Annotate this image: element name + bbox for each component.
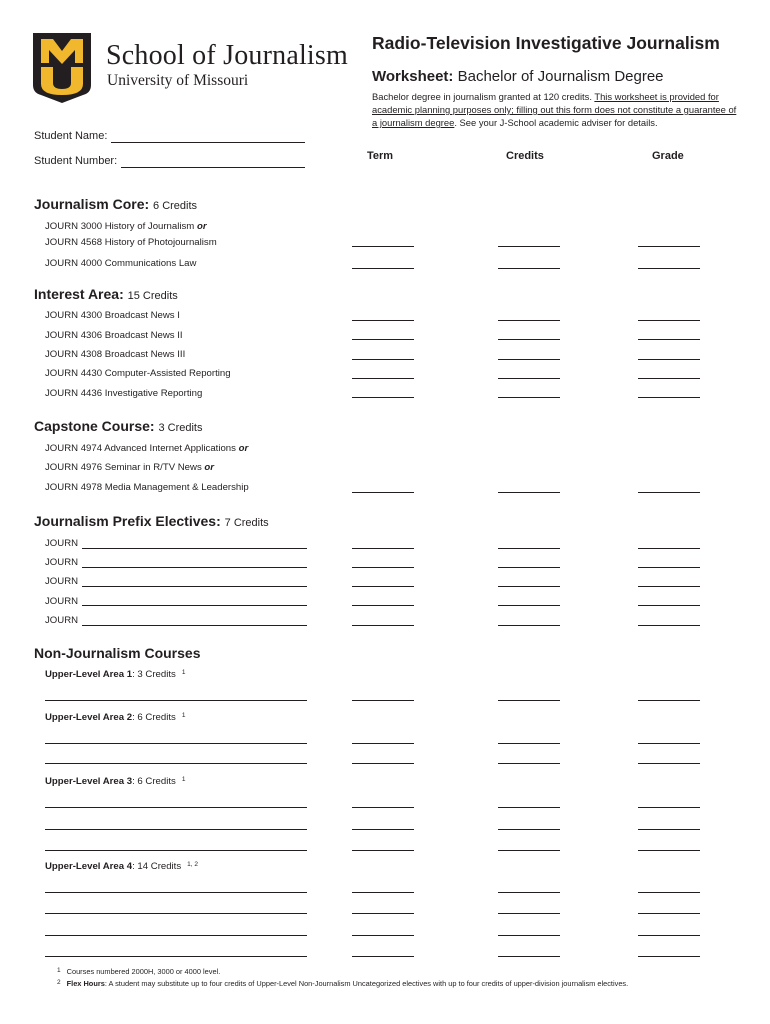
course-item: JOURN 4000 Communications Law xyxy=(45,258,197,269)
worksheet-subtitle: Worksheet: Bachelor of Journalism Degree xyxy=(372,68,664,85)
grade-field[interactable] xyxy=(638,397,700,398)
student-number-field[interactable] xyxy=(121,167,305,168)
term-field[interactable] xyxy=(352,807,414,808)
course-number-field[interactable] xyxy=(82,548,307,549)
term-field[interactable] xyxy=(352,492,414,493)
term-field[interactable] xyxy=(352,625,414,626)
term-field[interactable] xyxy=(352,763,414,764)
course-item: JOURN 4306 Broadcast News II xyxy=(45,330,183,341)
journ-prefix-label: JOURN xyxy=(45,596,79,607)
term-field[interactable] xyxy=(352,743,414,744)
student-name-label: Student Name: xyxy=(34,130,108,142)
credits-field[interactable] xyxy=(498,850,560,851)
credits-field[interactable] xyxy=(498,743,560,744)
term-field[interactable] xyxy=(352,700,414,701)
credits-field[interactable] xyxy=(498,625,560,626)
term-field[interactable] xyxy=(352,850,414,851)
credits-field[interactable] xyxy=(498,320,560,321)
grade-field[interactable] xyxy=(638,850,700,851)
course-name-field[interactable] xyxy=(45,807,307,808)
grade-field[interactable] xyxy=(638,359,700,360)
credits-field[interactable] xyxy=(498,913,560,914)
course-name-field[interactable] xyxy=(45,850,307,851)
term-field[interactable] xyxy=(352,246,414,247)
school-name: School of Journalism xyxy=(106,40,348,71)
grade-field[interactable] xyxy=(638,246,700,247)
credits-field[interactable] xyxy=(498,700,560,701)
course-number-field[interactable] xyxy=(82,586,307,587)
grade-field[interactable] xyxy=(638,763,700,764)
course-name-field[interactable] xyxy=(45,700,307,701)
course-name-field[interactable] xyxy=(45,763,307,764)
grade-field[interactable] xyxy=(638,492,700,493)
term-field[interactable] xyxy=(352,548,414,549)
course-name-field[interactable] xyxy=(45,913,307,914)
journ-prefix-label: JOURN xyxy=(45,557,79,568)
grade-field[interactable] xyxy=(638,700,700,701)
course-number-field[interactable] xyxy=(82,605,307,606)
credits-field[interactable] xyxy=(498,807,560,808)
course-number-field[interactable] xyxy=(82,625,307,626)
course-name-field[interactable] xyxy=(45,743,307,744)
area-2-label: Upper-Level Area 2: 6 Credits $^1$ xyxy=(45,712,186,723)
course-name-field[interactable] xyxy=(45,829,307,830)
grade-field[interactable] xyxy=(638,743,700,744)
grade-field[interactable] xyxy=(638,956,700,957)
grade-field[interactable] xyxy=(638,625,700,626)
grade-field[interactable] xyxy=(638,829,700,830)
term-field[interactable] xyxy=(352,829,414,830)
grade-field[interactable] xyxy=(638,892,700,893)
electives-heading: Journalism Prefix Electives: 7 Credits xyxy=(34,513,269,529)
intro-text: Bachelor degree in journalism granted at 120 credits. This worksheet is provided for academic planning purposes only; filling out this form does not constitute a guarantee of a journalism degree. See your J-School academic adviser for details. xyxy=(372,91,737,128)
journ-prefix-label: JOURN xyxy=(45,615,79,626)
credits-field[interactable] xyxy=(498,605,560,606)
credits-column-header: Credits xyxy=(506,150,544,162)
grade-field[interactable] xyxy=(638,268,700,269)
student-name-field[interactable] xyxy=(111,142,305,143)
course-item: JOURN 4568 History of Photojournalism xyxy=(45,237,217,248)
credits-field[interactable] xyxy=(498,492,560,493)
credits-field[interactable] xyxy=(498,956,560,957)
area-4-label: Upper-Level Area 4: 14 Credits $^{1, 2}$ xyxy=(45,861,198,872)
university-name: University of Missouri xyxy=(107,72,249,89)
credits-field[interactable] xyxy=(498,359,560,360)
area-3-label: Upper-Level Area 3: 6 Credits $^1$ xyxy=(45,776,186,787)
course-item: JOURN 4436 Investigative Reporting xyxy=(45,388,203,399)
course-name-field[interactable] xyxy=(45,956,307,957)
term-column-header: Term xyxy=(367,150,394,162)
grade-field[interactable] xyxy=(638,567,700,568)
term-field[interactable] xyxy=(352,359,414,360)
term-field[interactable] xyxy=(352,956,414,957)
term-field[interactable] xyxy=(352,913,414,914)
term-field[interactable] xyxy=(352,268,414,269)
interest-area-heading: Interest Area: 15 Credits xyxy=(34,286,178,302)
grade-column-header: Grade xyxy=(652,150,684,162)
capstone-heading: Capstone Course: 3 Credits xyxy=(34,418,203,434)
non-journalism-heading: Non-Journalism Courses xyxy=(34,645,201,661)
grade-field[interactable] xyxy=(638,913,700,914)
term-field[interactable] xyxy=(352,397,414,398)
credits-field[interactable] xyxy=(498,548,560,549)
mizzou-logo xyxy=(33,33,91,103)
course-item: JOURN 4308 Broadcast News III xyxy=(45,349,186,360)
term-field[interactable] xyxy=(352,586,414,587)
course-item: JOURN 4974 Advanced Internet Applications or xyxy=(45,443,249,454)
grade-field[interactable] xyxy=(638,605,700,606)
credits-field[interactable] xyxy=(498,339,560,340)
course-item: JOURN 4976 Seminar in R/TV News or xyxy=(45,462,215,473)
grade-field[interactable] xyxy=(638,320,700,321)
credits-field[interactable] xyxy=(498,268,560,269)
journ-prefix-label: JOURN xyxy=(45,576,79,587)
journ-prefix-label: JOURN xyxy=(45,538,79,549)
footnote-1: 1 Courses numbered 2000H, 3000 or 4000 level. xyxy=(57,967,221,976)
footnote-2: 2 Flex Hours: A student may substitute up to four credits of Upper-Level Non-Journalism Uncategorized electives with up to four credits of upper-division journalism electives. xyxy=(57,979,629,988)
credits-field[interactable] xyxy=(498,935,560,936)
course-number-field[interactable] xyxy=(82,567,307,568)
grade-field[interactable] xyxy=(638,935,700,936)
area-1-label: Upper-Level Area 1: 3 Credits $^1$ xyxy=(45,669,186,680)
term-field[interactable] xyxy=(352,935,414,936)
grade-field[interactable] xyxy=(638,339,700,340)
term-field[interactable] xyxy=(352,567,414,568)
course-name-field[interactable] xyxy=(45,892,307,893)
page-title: Radio-Television Investigative Journalism xyxy=(372,33,720,53)
credits-field[interactable] xyxy=(498,397,560,398)
course-item: JOURN 4300 Broadcast News I xyxy=(45,310,180,321)
course-item: JOURN 4978 Media Management & Leadership xyxy=(45,482,249,493)
term-field[interactable] xyxy=(352,320,414,321)
term-field[interactable] xyxy=(352,605,414,606)
course-name-field[interactable] xyxy=(45,935,307,936)
credits-field[interactable] xyxy=(498,246,560,247)
term-field[interactable] xyxy=(352,892,414,893)
term-field[interactable] xyxy=(352,378,414,379)
grade-field[interactable] xyxy=(638,378,700,379)
course-item: JOURN 3000 History of Journalism or xyxy=(45,221,207,232)
credits-field[interactable] xyxy=(498,378,560,379)
credits-field[interactable] xyxy=(498,829,560,830)
student-number-label: Student Number: xyxy=(34,155,118,167)
journalism-core-heading: Journalism Core: 6 Credits xyxy=(34,196,198,212)
grade-field[interactable] xyxy=(638,548,700,549)
term-field[interactable] xyxy=(352,339,414,340)
credits-field[interactable] xyxy=(498,763,560,764)
grade-field[interactable] xyxy=(638,807,700,808)
credits-field[interactable] xyxy=(498,567,560,568)
grade-field[interactable] xyxy=(638,586,700,587)
credits-field[interactable] xyxy=(498,892,560,893)
course-item: JOURN 4430 Computer-Assisted Reporting xyxy=(45,368,231,379)
credits-field[interactable] xyxy=(498,586,560,587)
